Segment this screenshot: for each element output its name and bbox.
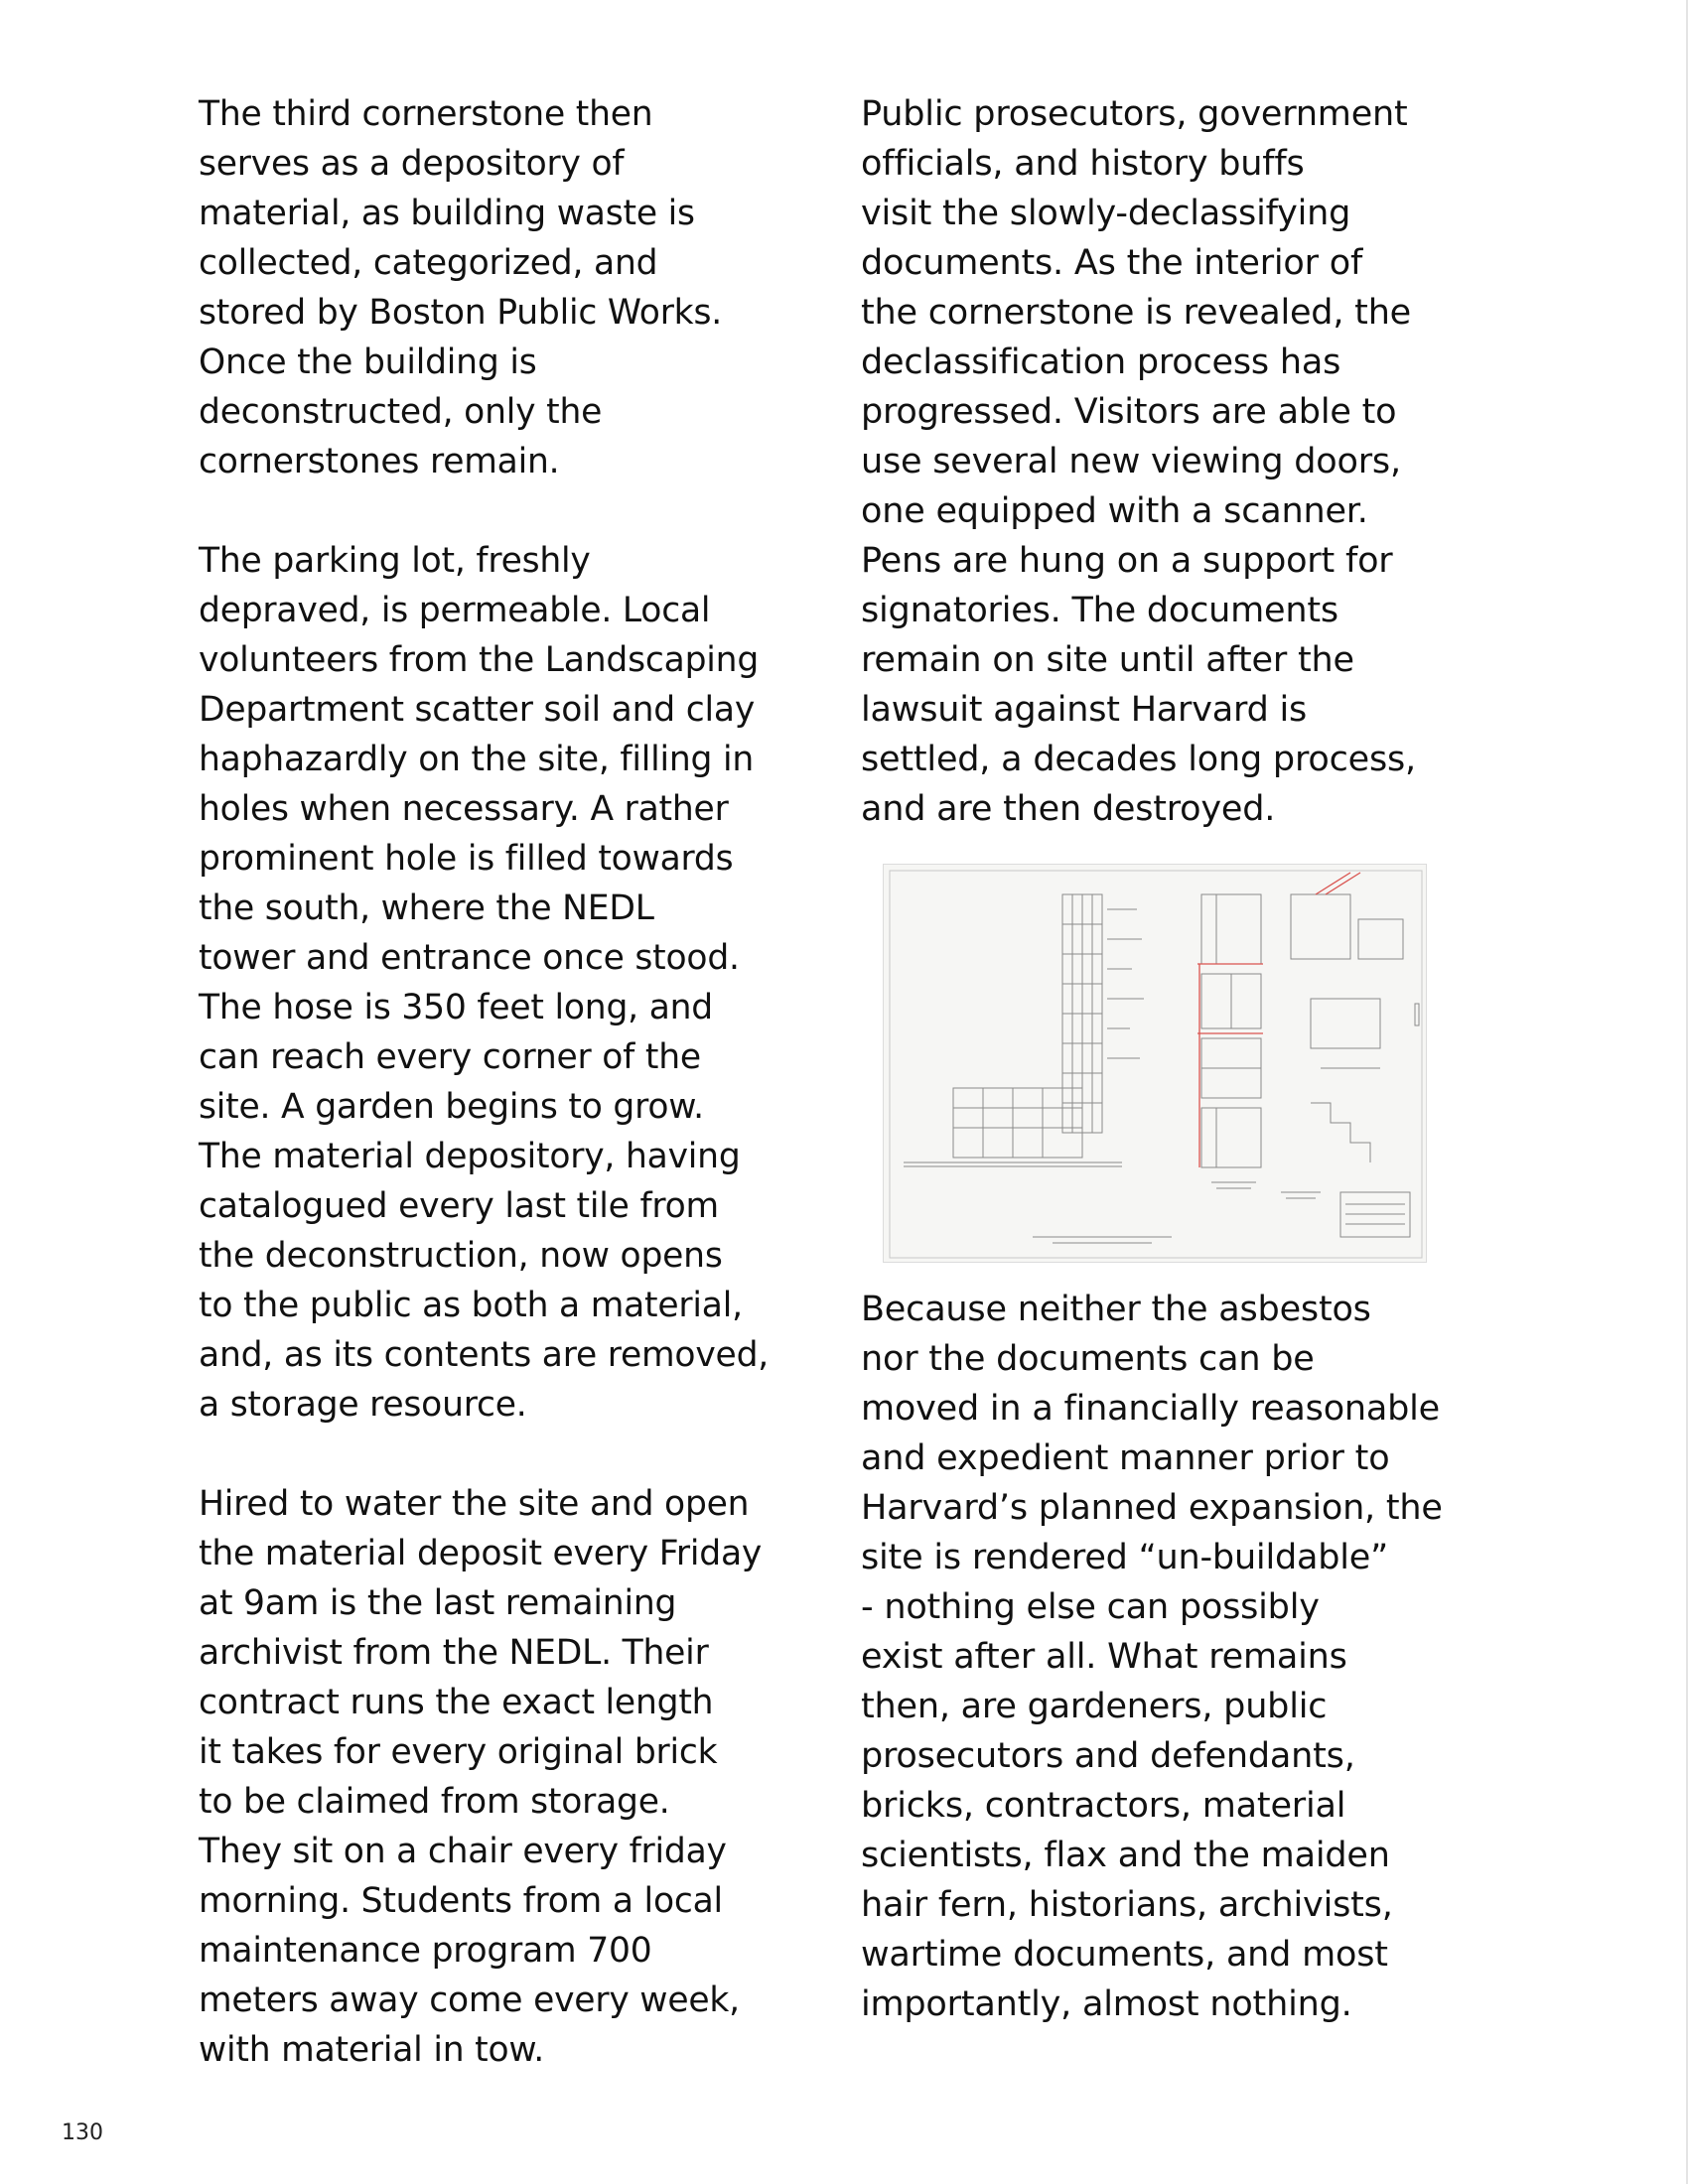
paragraph-cornerstone: The third cornerstone then serves as a depository of material, as building waste is collected, categorized, and stored by Boston Public Works. Once the building is deconstructed, only the cornerstones remain.: [199, 94, 722, 481]
paragraph-un-buildable: Because neither the asbestos nor the documents can be moved in a financially reasonable and expedient manner prior to Harvard’s planned expansion, the site is rendered “un-buildable” - nothing else can possibly exist after all. What remains then, are gardeners, public prosecutors and defendants, bricks, contractors, material scientists, flax and the maiden hair fern, historians, archivists, wartime documents, and most importantly, almost nothing.: [861, 1290, 1443, 2024]
architectural-drawing-figure: [883, 864, 1427, 1263]
paragraph-archivist: Hired to water the site and open the material deposit every Friday at 9am is the last remaining archivist from the NEDL. Their contract runs the exact length it takes for every original brick to be claimed from storage. They sit on a chair every friday morning. Students from a local maintenance program 700 meters away come every week, with material in tow.: [199, 1484, 763, 2070]
left-column: [199, 89, 854, 2075]
paragraph-parking-lot: The parking lot, freshly depraved, is permeable. Local volunteers from the Landscaping Department scatter soil and clay haphazardly on the site, filling in holes when necessary. A rather prominent hole is filled towards the south, where the NEDL tower and entrance once stood. The hose is 350 feet long, and can reach every corner of the site. A garden begins to grow. The material depository, having catalogued every last tile from the deconstruction, now opens to the public as both a material, and, as its contents are removed, a storage resource.: [199, 541, 770, 1425]
architectural-drawing: [884, 865, 1427, 1263]
paragraph-prosecutors: Public prosecutors, government officials, and history buffs visit the slowly-declassifying documents. As the interior of the cornerstone is revealed, the declassification process has progressed. Visitors are able to use several new viewing doors, one equipped with a scanner. Pens are hung on a support for signatories. The documents remain on site until after the lawsuit against Harvard is settled, a decades long process, and are then destroyed.: [861, 94, 1416, 829]
page-number: 130: [62, 2120, 103, 2145]
right-column: [861, 89, 1516, 2029]
